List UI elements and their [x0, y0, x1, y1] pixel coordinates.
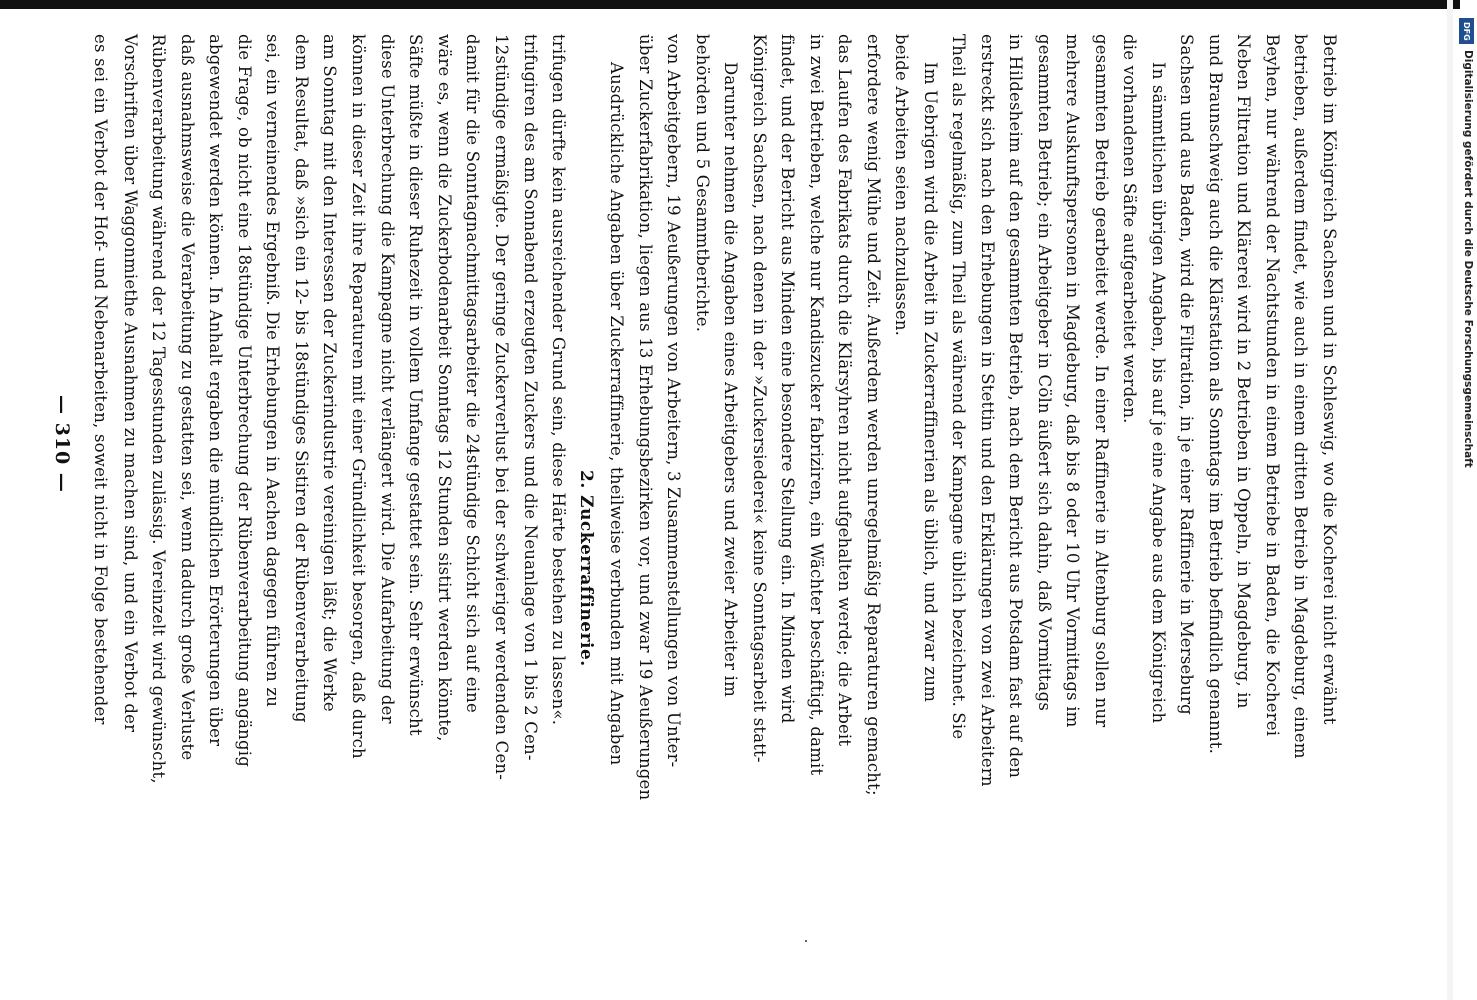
text-line: Ausdrückliche Angaben über Zuckerraffinerie, theilweise verbunden mit Angaben — [607, 62, 626, 766]
text-line: Darunter nehmen die Angaben eines Arbeitgebers und zweier Arbeiter im — [721, 62, 740, 697]
text-line: abgewendet werden können. In Anhalt ergaben die mündlichen Erörterungen über — [206, 34, 225, 747]
text-line: in zwei Betrieben, welche nur Kandiszucker fabriziren, ein Wächter beschäftigt, damit — [807, 34, 826, 776]
text-line: am Sonntag mit den Interessen der Zuckerindustrie vereinigen läßt; die Werke — [320, 34, 339, 712]
text-line: dem Resultat, daß »sich ein 12- bis 18stündiges Sistiren der Rübenverarbeitung — [292, 34, 311, 723]
text-line: Beyhen, nur während der Nachtstunden in einem Betriebe in Baden, die Kocherei — [1263, 34, 1282, 737]
page-body — [51, 0, 1448, 1000]
text-line: über Zuckerfabrikation, liegen aus 13 Erhebungsbezirken vor, und zwar 19 Aeußerungen — [636, 34, 655, 801]
text-line: Neben Filtration und Klärerei wird in 2 Betrieben in Oppeln, in Magdeburg, in — [1234, 34, 1253, 709]
text-line: Säfte müßte in dieser Ruhezeit in vollem Umfange gestattet sein. Sehr erwünscht — [406, 34, 425, 736]
scanned-page — [51, 0, 1448, 1000]
text-line: von Arbeitgebern, 19 Aeußerungen von Arbeitern, 3 Zusammenstellungen von Unter- — [664, 34, 683, 768]
text-line: damit für die Sonntagnachmittagsarbeiter die 24stündige Schicht sich auf eine — [463, 34, 482, 713]
text-line: Königreich Sachsen, nach denen in der »Zuckersiederei« keine Sonntagsarbeit statt- — [750, 34, 769, 763]
text-line: erfordere wenig Mühe und Zeit. Außerdem werden unregelmäßig Reparaturen gemacht; — [864, 34, 883, 796]
text-line: wäre es, wenn die Zuckerbodenarbeit Sonntags 12 Stunden sistirt werden könnte, — [435, 34, 454, 742]
text-line: beide Arbeiten seien nachzulassen. — [892, 34, 911, 337]
text-line: Sachsen und aus Baden, wird die Filtration, in je einer Raffinerie in Merseburg — [1177, 34, 1196, 715]
text-line: Rübenverarbeitung während der 12 Tagesstunden zulässig. Vereinzelt wird gewünscht, — [149, 34, 168, 784]
text-line: Vorschriften über Waggonmiethe Ausnahmen zu machen sind, und ein Verbot der — [121, 34, 140, 733]
text-line: behörden und 5 Gesammtberichte. — [693, 34, 712, 333]
text-line: findet, und der Bericht aus Minden eine besondere Stellung ein. In Minden wird — [778, 34, 797, 724]
text-line: Im Uebrigen wird die Arbeit in Zuckerraffinerien als üblich, und zwar zum — [921, 62, 940, 703]
scan-speck — [805, 940, 807, 942]
text-line: können in dieser Zeit ihre Reparaturen mit einer Gründlichkeit besorgen, daß durch — [349, 34, 368, 759]
text-line: 12stündige ermäßigte. Der geringe Zuckerverlust bei der schwieriger werdenden Cen- — [492, 34, 511, 781]
text-line: daß ausnahmsweise die Verarbeitung zu gestatten sei, wenn dadurch große Verluste — [178, 34, 197, 761]
text-line: gesammten Betrieb; ein Arbeitgeber in Cöln äußert sich dahin, daß Vormittags — [1035, 34, 1054, 712]
text-line: es sei ein Verbot der Hof- und Nebenarbeiten, soweit nicht in Folge bestehender — [91, 34, 110, 725]
credit-text: Digitalisierung gefördert durch die Deutsche Forschungsgemeinschaft — [1462, 50, 1474, 468]
text-line: Theil als regelmäßig, zum Theil als während der Kampagne üblich bezeichnet. Sie — [949, 34, 968, 740]
text-line: sei, ein verneinendes Ergebniß. Die Erhebungen in Aachen dagegen führen zu — [263, 34, 282, 708]
text-line: diese Unterbrechung die Kampagne nicht verlängert wird. Die Aufarbeitung der — [378, 34, 397, 724]
text-line: mehrere Auskunftspersonen in Magdeburg, daß bis 8 oder 10 Uhr Vormittags im — [1063, 34, 1082, 728]
text-line: trifugiren des am Sonnabend erzeugten Zuckers und die Neuanlage von 1 bis 2 Cen- — [521, 34, 540, 761]
text-line: gesammten Betrieb gearbeitet werde. In einer Raffinerie in Altenburg sollen nur — [1092, 34, 1111, 728]
text-line: in Hildesheim auf den gesammten Betrieb, nach dem Bericht aus Potsdam fast auf den — [1006, 34, 1025, 779]
text-line: trifugen dürfte kein ausreichender Grund sein, diese Härte bestehen zu lassen«. — [549, 34, 568, 726]
text-line: erstreckt sich nach den Erhebungen in Stettin und den Erklärungen von zwei Arbeitern — [978, 34, 997, 787]
text-line: die vorhandenen Säfte aufgearbeitet werden. — [1120, 34, 1139, 424]
dfg-logo: DFG — [1459, 18, 1474, 44]
text-line: betrieben, außerdem findet, wie auch in einem dritten Betrieb in Magdeburg, einem — [1291, 34, 1310, 759]
section-heading: 2. Zuckerraffinerie. — [576, 470, 596, 667]
page-number: — 310 — — [51, 395, 73, 493]
text-line: das Laufen des Fabrikats durch die Klärsyhren nicht aufgehalten werde; die Arbeit — [835, 34, 854, 747]
text-line: Betrieb im Königreich Sachsen und in Schleswig, wo die Kocherei nicht erwähnt — [1320, 34, 1339, 725]
text-line: und Braunschweig auch die Klärstation als Sonntags im Betrieb befindlich genannt. — [1206, 34, 1225, 755]
text-line: In sämmtlichen übrigen Angaben, bis auf je eine Angabe aus dem Königreich — [1149, 62, 1168, 724]
credit-strip — [1457, 8, 1477, 992]
text-line: die Frage, ob nicht eine 18stündige Unterbrechung der Rübenverarbeitung angängig — [235, 34, 254, 767]
